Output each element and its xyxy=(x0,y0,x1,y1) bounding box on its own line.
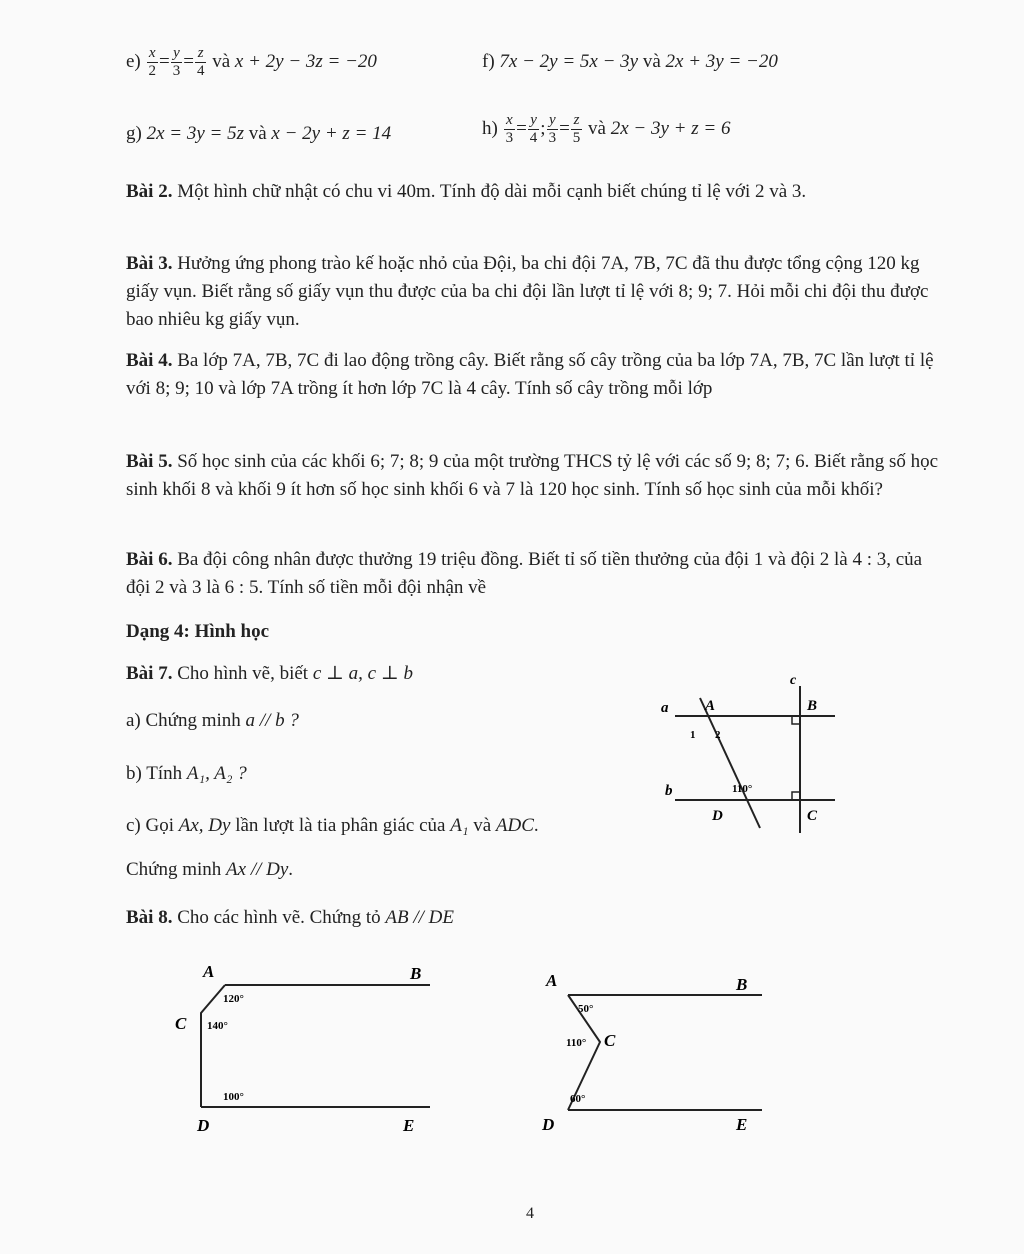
section-heading: Dạng 4: Hình học xyxy=(126,621,270,642)
label-1: 1 xyxy=(690,729,696,741)
label-E: E xyxy=(736,1115,748,1134)
angle-110: 110° xyxy=(566,1037,587,1049)
angle-60: 60° xyxy=(570,1093,586,1105)
figure-bai7 xyxy=(655,668,845,838)
label-c: c xyxy=(790,673,797,688)
label-C: C xyxy=(175,1014,187,1033)
figure-bai8-left xyxy=(165,955,445,1140)
exercise-8: Bài 8. Cho các hình vẽ. Chứng tỏ AB // DE xyxy=(126,907,454,928)
label-C: C xyxy=(807,808,818,824)
label-A: A xyxy=(546,971,558,990)
label-B: B xyxy=(736,975,748,994)
broken-line-acd xyxy=(201,985,225,1107)
transversal-ad xyxy=(700,698,760,828)
exercise-5: Bài 5. Số học sinh của các khối 6; 7; 8; 9 của một trường THCS tỷ lệ với các số 9; 8; 7; 6. Biết rằng số học sinh khối 8 và khối 9 ít hơn số học sinh khối 6 và 7 là 120 học sinh. Tính số học sinh của mỗi khối? xyxy=(126,451,939,500)
fraction: $\frac{y}{3}$ xyxy=(172,45,181,79)
label-D: D xyxy=(542,1115,555,1134)
angle-50: 50° xyxy=(578,1003,594,1015)
angle-110: 110° xyxy=(732,783,753,795)
label-A: A xyxy=(705,698,716,714)
label-D: D xyxy=(197,1116,210,1135)
label-A: A xyxy=(203,962,215,981)
page-number: 4 xyxy=(526,1205,534,1222)
exercise-4: Bài 4. Ba lớp 7A, 7B, 7C đi lao động trồng cây. Biết rằng số cây trồng của ba lớp 7A, 7B, 7C lần lượt tỉ lệ với 8; 9; 10 và lớp 7A trồng ít hơn lớp 7C là 4 cây. Tính số cây trồng mỗi lớp xyxy=(126,350,934,399)
exercise-7a: a) Chứng minh a // b ? xyxy=(126,710,299,731)
exercise-3: Bài 3. Hưởng ứng phong trào kế hoặc nhỏ của Đội, ba chi đội 7A, 7B, 7C đã thu được tổng cộng 120 kg giấy vụn. Biết rằng số giấy vụn thu được của ba chi đội lần lượt tỉ lệ với 8; 9; 7. Hỏi mỗi chi đội thu được bao nhiêu kg giấy vụn. xyxy=(126,253,929,330)
fraction: $\frac{z}{4}$ xyxy=(196,45,205,79)
exercise-7: Bài 7. Cho hình vẽ, biết c ⊥ a, c ⊥ b xyxy=(126,663,413,684)
exercise-h: h) $\frac{x}{3}$ = $\frac{y}{4}$ ; $\frac{y}{3}$ = $\frac{z}{5}$ và 2x − 3y + z = 6 xyxy=(482,112,731,146)
exercise-7c-prove: Chứng minh Ax // Dy. xyxy=(126,859,294,880)
label-b: b xyxy=(665,783,673,799)
right-angle-marker xyxy=(792,716,800,724)
label-E: E xyxy=(403,1116,415,1135)
label-B: B xyxy=(410,964,422,983)
label-B: B xyxy=(807,698,818,714)
right-angle-marker xyxy=(792,792,800,800)
exercise-2: Bài 2. Một hình chữ nhật có chu vi 40m. Tính độ dài mỗi cạnh biết chúng tỉ lệ với 2 và 3. xyxy=(126,181,807,202)
exercise-7c: c) Gọi Ax, Dy lần lượt là tia phân giác của A₁ và ADC. xyxy=(126,815,539,836)
angle-100: 100° xyxy=(223,1091,244,1103)
fraction: $\frac{x}{2}$ xyxy=(148,45,157,79)
label-2: 2 xyxy=(715,729,721,741)
angle-140: 140° xyxy=(207,1020,228,1032)
angle-120: 120° xyxy=(223,993,244,1005)
exercise-e: e) $\frac{x}{2}$ = $\frac{y}{3}$ = $\frac{z}{4}$ và x + 2y − 3z = −20 xyxy=(126,45,377,79)
figure-bai8-right xyxy=(530,960,780,1140)
exercise-6: Bài 6. Ba đội công nhân được thưởng 19 triệu đồng. Biết tỉ số tiền thưởng của đội 1 và đội 2 là 4 : 3, của đội 2 và 3 là 6 : 5. Tính số tiền mỗi đội nhận về xyxy=(126,549,923,598)
label-a: a xyxy=(661,700,669,716)
label-D: D xyxy=(712,808,723,824)
exercise-g: g) 2x = 3y = 5z và x − 2y + z = 14 xyxy=(126,123,392,144)
label-C: C xyxy=(604,1031,616,1050)
exercise-7b: b) Tính A₁, A₂ ? xyxy=(126,763,247,784)
exercise-f: f) 7x − 2y = 5x − 3y và 2x + 3y = −20 xyxy=(482,51,778,72)
